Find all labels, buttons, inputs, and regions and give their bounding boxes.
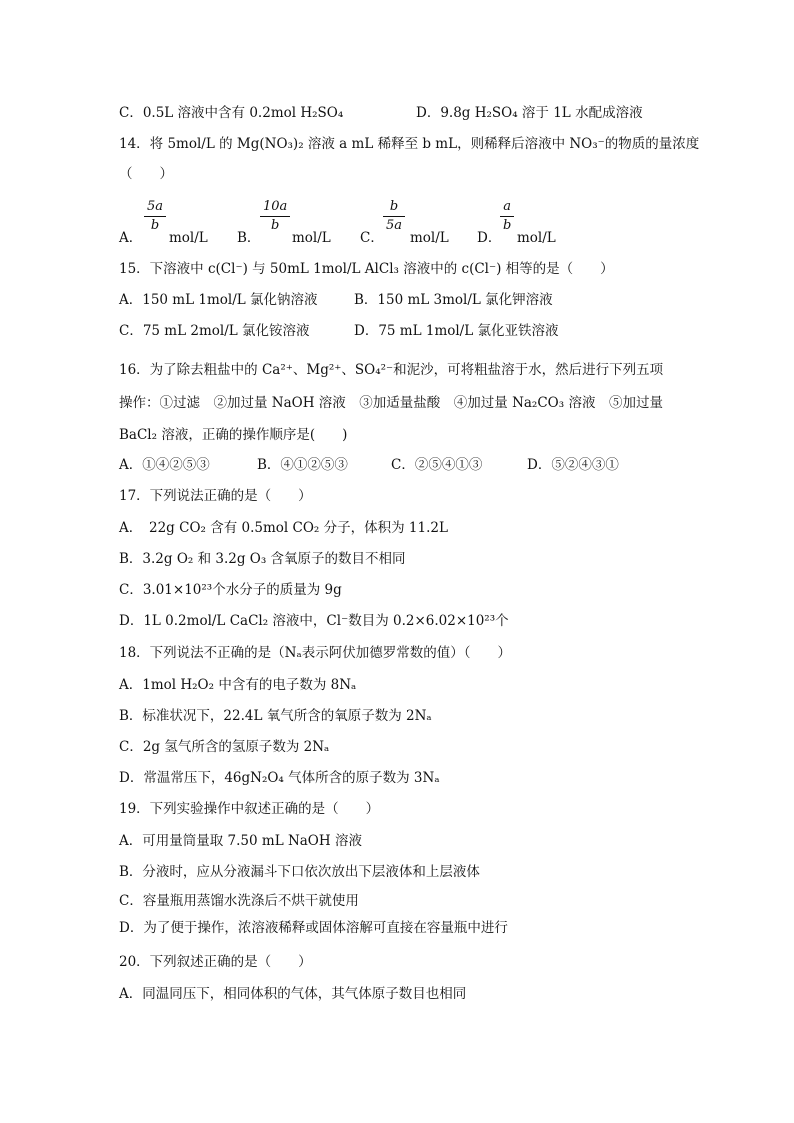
q19-option-c: C．容量瓶用蒸馏水洗涤后不烘干就使用: [119, 893, 359, 909]
q16-stem-line2: 操作：①过滤 ②加过量 NaOH 溶液 ③加适量盐酸 ④加过量 Na₂CO₃ 溶液 ⑤加过量: [119, 395, 663, 411]
q14-answer-paren: （ ）: [119, 166, 173, 182]
fraction-bar: [500, 216, 514, 217]
q13-option-d: D．9.8g H₂SO₄ 溶于 1L 水配成溶液: [416, 105, 643, 121]
fraction-numerator: a: [503, 199, 512, 214]
q18-stem: 18．下列说法不正确的是（Nₐ表示阿伏加德罗常数的值）（ ）: [119, 645, 511, 661]
fraction-denominator: b: [503, 218, 512, 233]
q17-option-c: C．3.01×10²³个水分子的质量为 9g: [119, 582, 342, 598]
q16-option-c: C．②⑤④①③: [391, 457, 483, 473]
fraction-numerator: 10a: [263, 199, 288, 214]
q18-option-a: A．1mol H₂O₂ 中含有的电子数为 8Nₐ: [119, 677, 357, 693]
q18-option-d: D．常温常压下，46gN₂O₄ 气体所含的原子数为 3Nₐ: [119, 770, 440, 786]
q14-option-d-unit: mol/L: [517, 230, 556, 246]
fraction-bar: [383, 216, 405, 217]
q19-option-a: A．可用量筒量取 7.50 mL NaOH 溶液: [119, 833, 362, 849]
q16-stem-line3: BaCl₂ 溶液，正确的操作顺序是( ): [119, 427, 348, 443]
q14-option-c-unit: mol/L: [410, 230, 449, 246]
q15-stem: 15．下溶液中 c(Cl⁻) 与 50mL 1mol/L AlCl₃ 溶液中的 c(Cl⁻) 相等的是（ ）: [119, 261, 614, 277]
q16-stem-line1: 16．为了除去粗盐中的 Ca²⁺、Mg²⁺、SO₄²⁻和泥沙，可将粗盐溶于水，然后进行下列五项: [119, 362, 664, 378]
q15-option-c: C．75 mL 2mol/L 氯化铵溶液: [119, 323, 310, 339]
q15-option-b: B．150 mL 3mol/L 氯化钾溶液: [354, 292, 553, 308]
q20-stem: 20．下列叙述正确的是（ ）: [119, 954, 312, 970]
q14-option-a-unit: mol/L: [169, 230, 208, 246]
q17-option-d: D．1L 0.2mol/L CaCl₂ 溶液中，Cl⁻数目为 0.2×6.02×10²³个: [119, 613, 509, 629]
fraction-denominator: 5a: [386, 218, 403, 233]
fraction-denominator: b: [150, 218, 160, 233]
fraction-bar: [144, 216, 166, 217]
q20-option-a: A．同温同压下，相同体积的气体，其气体原子数目也相同: [119, 986, 467, 1002]
q14-option-d-fraction: [500, 199, 514, 234]
q13-option-c: C．0.5L 溶液中含有 0.2mol H₂SO₄: [119, 105, 344, 121]
fraction-numerator: 5a: [147, 199, 164, 214]
q14-option-a-fraction: [144, 199, 166, 234]
q17-option-b: B．3.2g O₂ 和 3.2g O₃ 含氧原子的数目不相同: [119, 551, 406, 567]
fraction-denominator: b: [270, 218, 280, 233]
q17-option-a: A． 22g CO₂ 含有 0.5mol CO₂ 分子，体积为 11.2L: [119, 520, 448, 536]
q15-option-d: D．75 mL 1mol/L 氯化亚铁溶液: [354, 323, 559, 339]
q15-option-a: A．150 mL 1mol/L 氯化钠溶液: [119, 292, 318, 308]
q16-option-b: B．④①②⑤③: [257, 457, 348, 473]
q14-option-c-label: C．: [360, 230, 384, 246]
q14-stem: 14．将 5mol/L 的 Mg(NO₃)₂ 溶液 a mL 稀释至 b mL，则稀释后溶液中 NO₃⁻的物质的量浓度: [119, 136, 700, 152]
q14-option-b-label: B．: [237, 230, 261, 246]
q18-option-b: B．标准状况下，22.4L 氧气所含的氧原子数为 2Nₐ: [119, 708, 432, 724]
q16-option-d: D．⑤②④③①: [527, 457, 619, 473]
q18-option-c: C．2g 氢气所含的氢原子数为 2Nₐ: [119, 739, 330, 755]
q19-stem: 19．下列实验操作中叙述正确的是（ ）: [119, 801, 380, 817]
fraction-bar: [260, 216, 290, 217]
q19-option-b: B．分液时，应从分液漏斗下口依次放出下层液体和上层液体: [119, 864, 480, 880]
q14-option-b-fraction: [260, 199, 290, 234]
q16-option-a: A．①④②⑤③: [119, 457, 210, 473]
q19-option-d: D．为了便于操作，浓溶液稀释或固体溶解可直接在容量瓶中进行: [119, 920, 508, 936]
q14-option-c-fraction: [383, 199, 405, 234]
q14-option-a-label: A．: [119, 230, 143, 246]
q14-option-d-label: D．: [477, 230, 502, 246]
q14-option-b-unit: mol/L: [292, 230, 331, 246]
fraction-numerator: b: [389, 199, 399, 214]
q17-stem: 17．下列说法正确的是（ ）: [119, 488, 312, 504]
